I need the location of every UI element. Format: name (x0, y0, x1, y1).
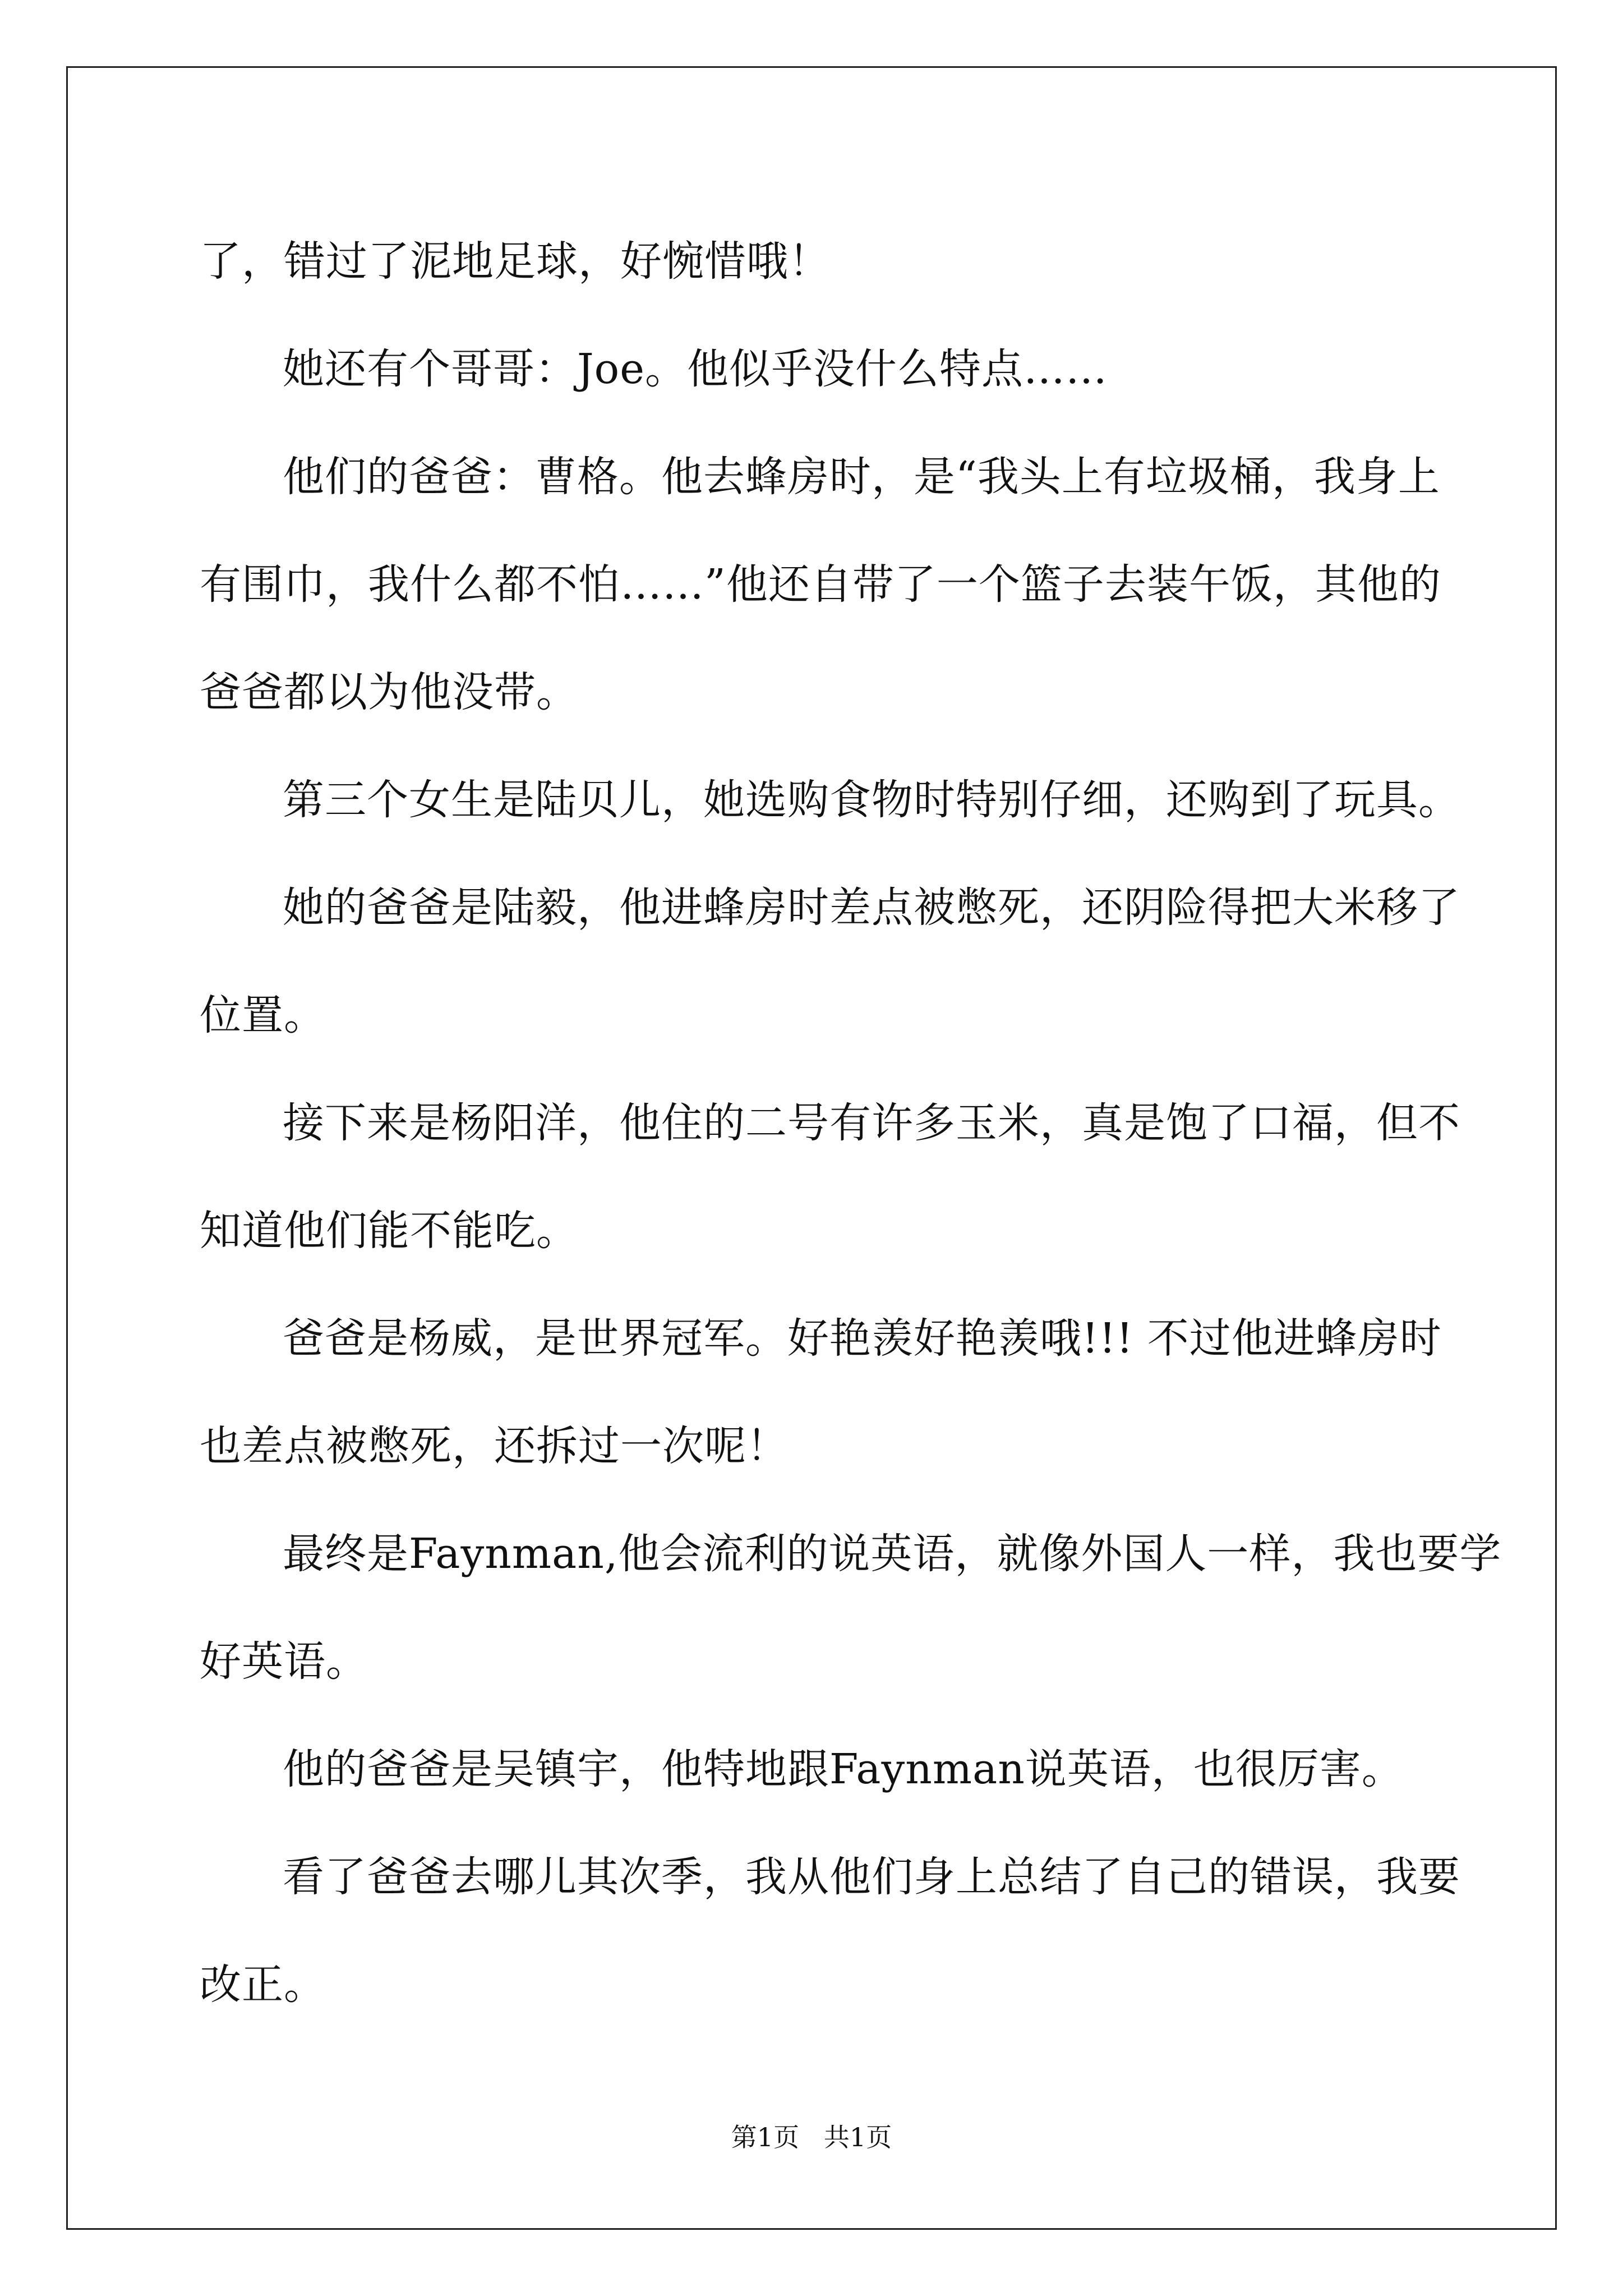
text-line: 爸爸是杨威，是世界冠军。好艳羡好艳羡哦!!! 不过他进蜂房时 (283, 1314, 1442, 1363)
text-line: 第三个女生是陆贝儿，她选购食物时特别仔细，还购到了玩具。 (283, 776, 1460, 824)
text-line: 有围巾，我什么都不怕……”他还自带了一个篮子去装午饭，其他的 (200, 560, 1441, 609)
text-line: 接下来是杨阳洋，他住的二号有许多玉米，真是饱了口福，但不 (283, 1099, 1460, 1147)
text-line: 她的爸爸是陆毅，他进蜂房时差点被憋死，还阴险得把大米移了 (283, 884, 1460, 932)
text-line: 他的爸爸是吴镇宇，他特地跟Faynman说英语，也很厉害。 (283, 1745, 1404, 1793)
text-line: 知道他们能不能吃。 (200, 1207, 578, 1255)
text-line: 他们的爸爸：曹格。他去蜂房时，是“我头上有垃圾桶，我身上 (283, 453, 1440, 501)
text-line: 爸爸都以为他没带。 (200, 668, 578, 716)
page-footer: 第1页 共1页 (731, 2122, 892, 2152)
document-body (200, 208, 1502, 2039)
text-line: 看了爸爸去哪儿其次季，我从他们身上总结了自己的错误，我要 (283, 1853, 1460, 1901)
text-line: 了，错过了泥地足球，好惋惜哦！ (200, 237, 831, 286)
text-line: 也差点被憋死，还拆过一次呢！ (200, 1422, 789, 1470)
text-line: 好英语。 (200, 1637, 368, 1686)
text-line: 位置。 (200, 991, 326, 1039)
text-line: 改正。 (200, 1961, 326, 2009)
text-line: 最终是Faynman,他会流利的说英语，就像外国人一样，我也要学 (283, 1530, 1502, 1578)
text-line: 她还有个哥哥：Joe。他似乎没什么特点…… (283, 345, 1108, 393)
